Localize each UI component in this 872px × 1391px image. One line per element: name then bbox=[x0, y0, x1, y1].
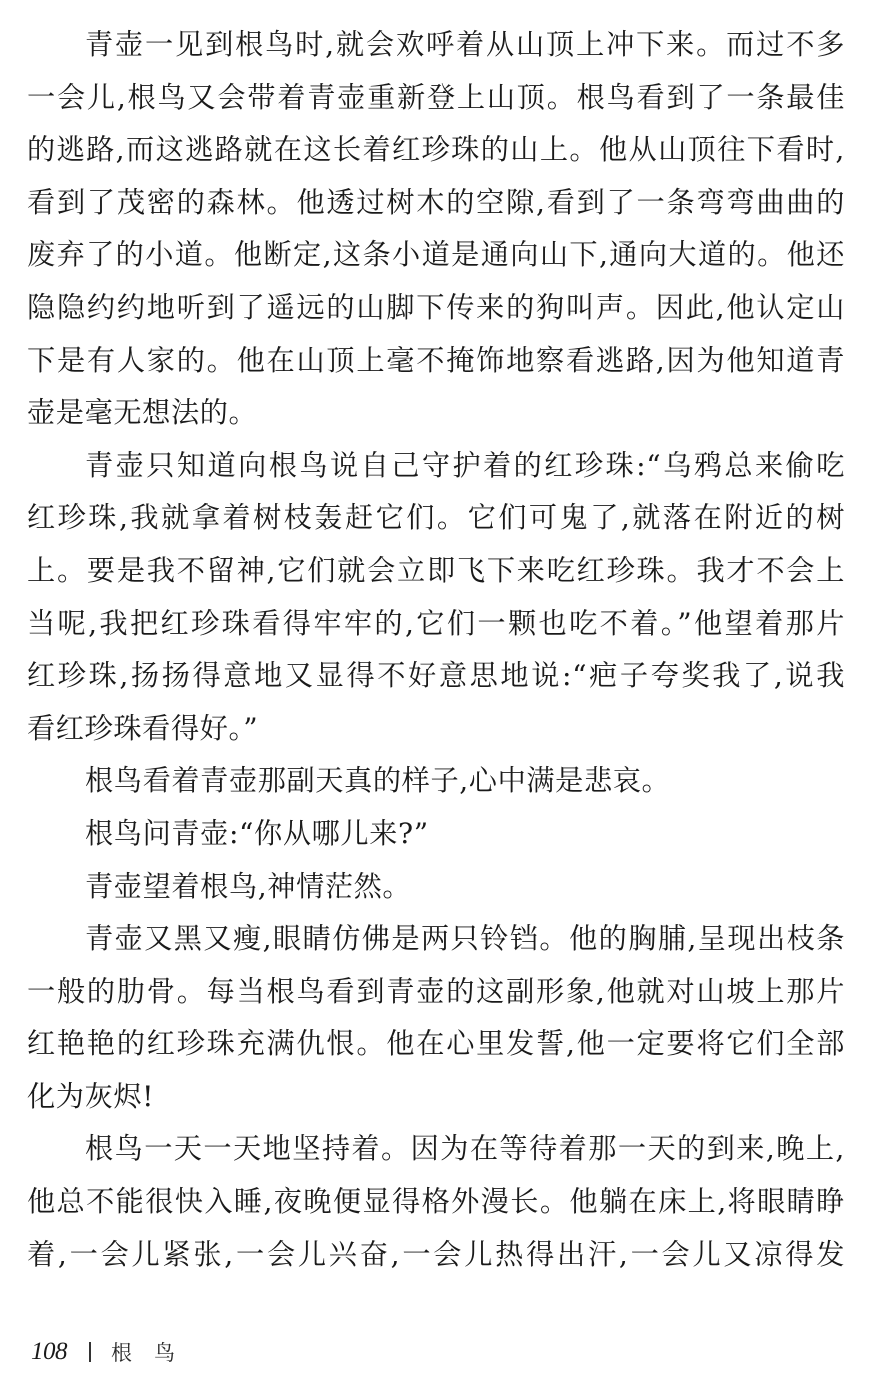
text-line: 隐隐约约地听到了遥远的山脚下传来的狗叫声。因此,他认定山 bbox=[27, 290, 845, 324]
paragraph bbox=[27, 861, 845, 914]
text-line: 红艳艳的红珍珠充满仇恨。他在心里发誓,他一定要将它们全部 bbox=[27, 1027, 845, 1061]
text-line: 化为灰烬! bbox=[27, 1079, 155, 1113]
paragraph bbox=[27, 755, 845, 808]
text-line: 青壶又黑又瘦,眼睛仿佛是两只铃铛。他的胸脯,呈现出枝条 bbox=[85, 922, 845, 956]
text-line: 看到了茂密的森林。他透过树木的空隙,看到了一条弯弯曲曲的 bbox=[27, 185, 845, 219]
text-line: 根鸟一天一天地坚持着。因为在等待着那一天的到来,晚上, bbox=[85, 1132, 845, 1166]
text-line: 红珍珠,我就拿着树枝轰赶它们。它们可鬼了,就落在附近的树 bbox=[27, 501, 845, 535]
text-line: 壶是毫无想法的。 bbox=[27, 396, 258, 430]
text-line: 青壶一见到根鸟时,就会欢呼着从山顶上冲下来。而过不多 bbox=[85, 28, 845, 61]
text-line: 上。要是我不留神,它们就会立即飞下来吃红珍珠。我才不会上 bbox=[27, 553, 845, 587]
text-line: 一般的肋骨。每当根鸟看到青壶的这副形象,他就对山坡上那片 bbox=[27, 974, 845, 1008]
text-line: 废弃了的小道。他断定,这条小道是通向山下,通向大道的。他还 bbox=[27, 238, 845, 272]
text-line: 当呢,我把红珍珠看得牢牢的,它们一颗也吃不着。”他望着那片 bbox=[27, 606, 845, 640]
text-line: 青壶望着根鸟,神情茫然。 bbox=[85, 869, 412, 903]
text-line: 一会儿,根鸟又会带着青壶重新登上山顶。根鸟看到了一条最佳 bbox=[27, 80, 845, 114]
page-footer bbox=[31, 1334, 197, 1370]
page-body bbox=[27, 19, 845, 1281]
paragraph bbox=[27, 1123, 845, 1281]
text-line: 着,一会儿紧张,一会儿兴奋,一会儿热得出汗,一会儿又凉得发 bbox=[27, 1237, 845, 1271]
text-line: 根鸟问青壶:“你从哪儿来?” bbox=[85, 816, 429, 850]
paragraph bbox=[27, 913, 845, 1123]
text-line: 的逃路,而这逃路就在这长着红珍珠的山上。他从山顶往下看时, bbox=[27, 133, 845, 167]
text-line: 下是有人家的。他在山顶上毫不掩饰地察看逃路,因为他知道青 bbox=[27, 343, 845, 377]
paragraph bbox=[27, 440, 845, 756]
running-title: 根鸟 bbox=[111, 1341, 197, 1365]
text-line: 看红珍珠看得好。” bbox=[27, 711, 259, 745]
page-number: 108 bbox=[31, 1338, 67, 1365]
text-line: 红珍珠,扬扬得意地又显得不好意思地说:“疤子夸奖我了,说我 bbox=[27, 659, 845, 693]
footer-divider bbox=[89, 1342, 91, 1362]
text-line: 根鸟看着青壶那副天真的样子,心中满是悲哀。 bbox=[85, 764, 671, 798]
text-line: 他总不能很快入睡,夜晚便显得格外漫长。他躺在床上,将眼睛睁 bbox=[27, 1185, 845, 1219]
paragraph bbox=[27, 808, 845, 861]
paragraph bbox=[27, 19, 845, 440]
text-line: 青壶只知道向根鸟说自己守护着的红珍珠:“乌鸦总来偷吃 bbox=[85, 448, 845, 482]
